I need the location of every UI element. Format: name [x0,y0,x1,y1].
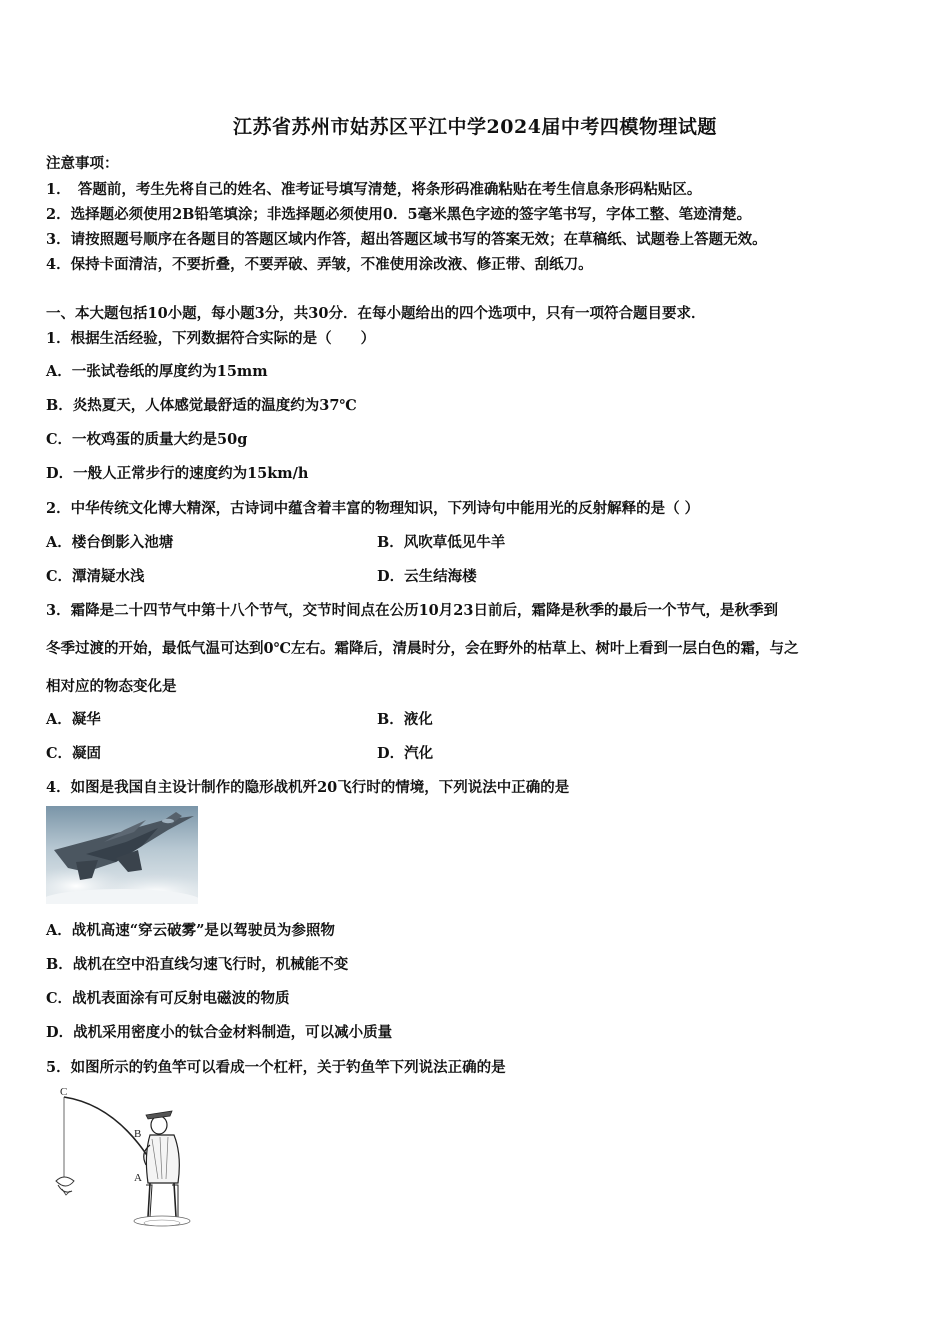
question-3-stem-line: 冬季过渡的开始，最低气温可达到0℃左右。霜降后，清晨时分，会在野外的枯草上、树叶上看到一层白色的霜，与之 [46,640,799,657]
figure-label-b: B [134,1128,142,1140]
notice-heading: 注意事项： [46,155,119,172]
question-2-option-b: B．风吹草低见牛羊 [377,534,506,551]
question-1-option-c: C．一枚鸡蛋的质量大约是50g [46,431,248,448]
question-4-option-a: A．战机高速“穿云破雾”是以驾驶员为参照物 [46,922,335,939]
figure-label-a: A [134,1172,142,1184]
question-4-stem: 4．如图是我国自主设计制作的隐形战机歼20飞行时的情境，下列说法中正确的是 [46,779,570,796]
question-3-option-b: B．液化 [377,711,433,728]
question-3-stem-line: 相对应的物态变化是 [46,678,177,695]
question-3-option-c: C．凝固 [46,745,102,762]
question-1-option-b: B．炎热夏天，人体感觉最舒适的温度约为37℃ [46,397,357,414]
question-5-stem: 5．如图所示的钓鱼竿可以看成一个杠杆，关于钓鱼竿下列说法正确的是 [46,1059,506,1076]
question-2-option-c: C．潭清疑水浅 [46,568,145,585]
question-4-option-c: C．战机表面涂有可反射电磁波的物质 [46,990,290,1007]
question-3-stem-line: 3．霜降是二十四节气中第十八个节气，交节时间点在公历10月23日前后，霜降是秋季的最后一个节气，是秋季到 [46,602,778,619]
notice-item: 1． 答题前，考生先将自己的姓名、准考证号填写清楚，将条形码准确粘贴在考生信息条形码粘贴区。 [46,181,702,198]
question-2-option-a: A．楼台倒影入池塘 [46,534,174,551]
section-heading: 一、本大题包括10小题，每小题3分，共30分．在每小题给出的四个选项中，只有一项符合题目要求． [46,305,706,322]
question-4-option-d: D．战机采用密度小的钛合金材料制造，可以减小质量 [46,1024,393,1041]
exam-title: 江苏省苏州市姑苏区平江中学2024届中考四模物理试题 [233,116,717,138]
question-1-option-d: D．一般人正常步行的速度约为15km/h [46,465,309,482]
question-1-option-a: A．一张试卷纸的厚度约为15mm [46,363,268,380]
notice-item: 4．保持卡面清洁，不要折叠，不要弄破、弄皱，不准使用涂改液、修正带、刮纸刀。 [46,256,593,273]
question-4-option-b: B．战机在空中沿直线匀速飞行时，机械能不变 [46,956,349,973]
figure-label-c: C [60,1086,68,1098]
question-1-stem: 1．根据生活经验，下列数据符合实际的是（ ） [46,330,376,347]
question-3-option-a: A．凝华 [46,711,101,728]
notice-item: 2．选择题必须使用2B铅笔填涂；非选择题必须使用0．5毫米黑色字迹的签字笔书写，字体工整、笔迹清楚。 [46,206,752,223]
j20-fighter-image [46,806,198,904]
fishing-rod-figure [46,1085,196,1230]
question-2-option-d: D．云生结海楼 [377,568,477,585]
question-2-stem: 2．中华传统文化博大精深，古诗词中蕴含着丰富的物理知识，下列诗句中能用光的反射解释的是（ ） [46,500,700,517]
question-3-option-d: D．汽化 [377,745,434,762]
notice-item: 3．请按照题号顺序在各题目的答题区域内作答，超出答题区域书写的答案无效；在草稿纸、试题卷上答题无效。 [46,231,767,248]
